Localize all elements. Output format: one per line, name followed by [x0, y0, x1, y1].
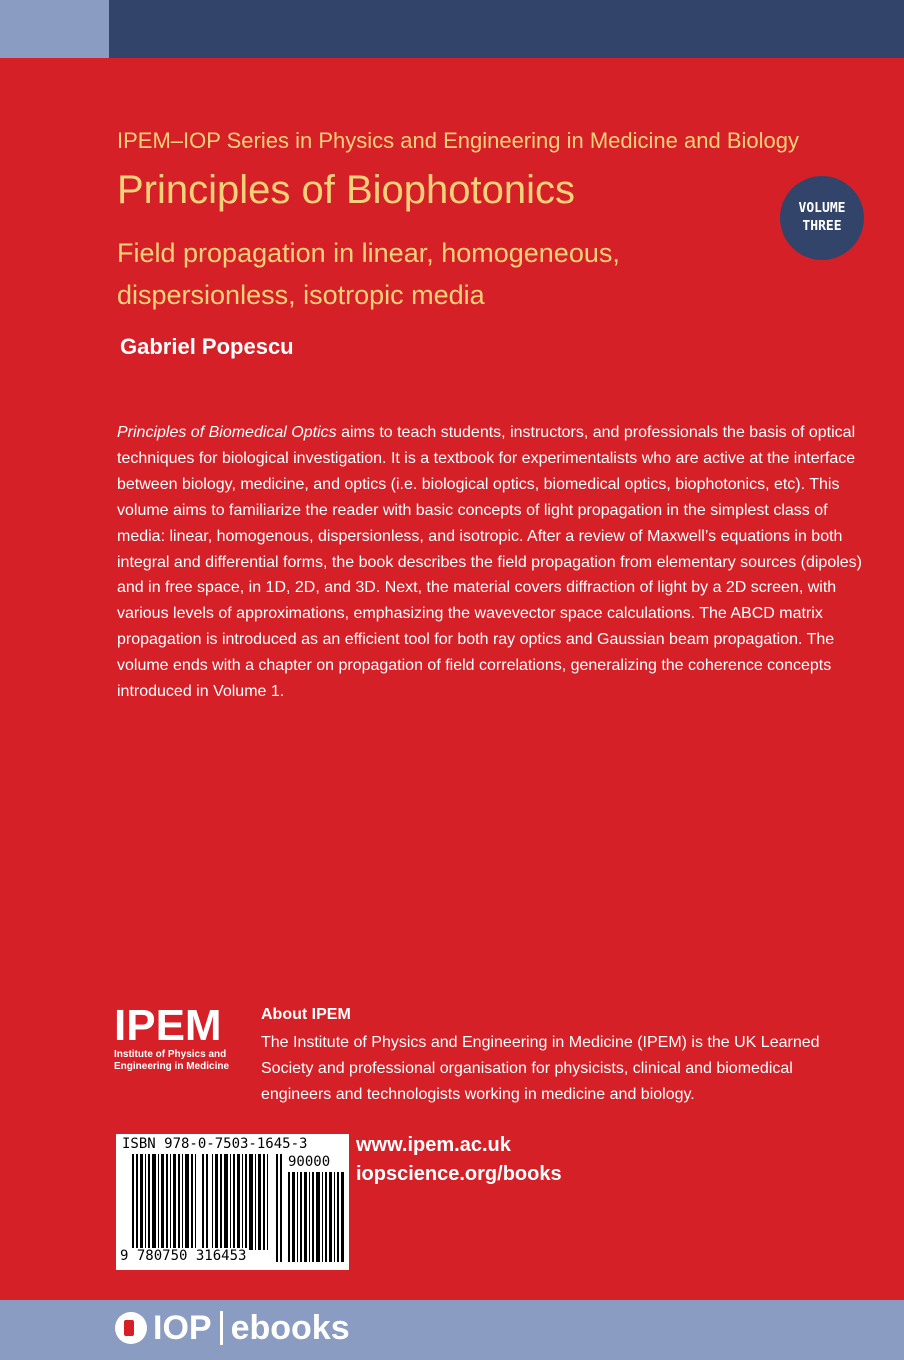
iop-ebooks-logo — [115, 1308, 350, 1348]
barcode-bars-icon — [132, 1154, 282, 1262]
book-subtitle: Field propagation in linear, homogeneous, dispersionless, isotropic media — [117, 238, 620, 310]
about-heading: About IPEM — [261, 1006, 351, 1023]
isbn-text: ISBN 978-0-7503-1645-3 — [122, 1136, 308, 1152]
isbn-barcode — [116, 1134, 349, 1270]
volume-label: VOLUME — [798, 201, 846, 216]
series-title: IPEM–IOP Series in Physics and Engineering in Medicine and Biology — [117, 128, 799, 153]
addon-barcode-icon — [288, 1172, 344, 1262]
price-code: 90000 — [288, 1154, 331, 1170]
book-description — [117, 420, 862, 705]
ipem-logo — [114, 1001, 244, 1074]
ipem-logo-wordmark: IPEM — [114, 1001, 222, 1050]
iop-wordmark: IOP — [153, 1308, 212, 1347]
about-body: The Institute of Physics and Engineering in Medicine (IPEM) is the UK Learned Society and professional organisation for physicists, clinical and biomedical engineers and technologists working in medicine and biology. — [261, 1034, 820, 1103]
description-italic-lead: Principles of Biomedical Optics — [117, 424, 337, 441]
iop-books-link[interactable]: iopscience.org/books — [356, 1163, 562, 1185]
ipem-logo-line2: Engineering in Medicine — [114, 1061, 230, 1072]
ipem-website-link[interactable]: www.ipem.ac.uk — [356, 1134, 511, 1156]
description-body: aims to teach students, instructors, and professionals the basis of optical techniques for biological investigation. It is a textbook for experimentalists who are active at the interface between biology, medicine, and optics (i.e. biological optics, biomedical optics, biophotonics, etc). This volume aims to familiarize the reader with basic concepts of light propagation in the simplest class of media: linear, homogenous, dispersionless, and isotropic. After a review of Maxwell’s equations in both integral and differential forms, the book describes the field propagation from elementary sources (dipoles) and in free space, in 1D, 2D, and 3D. Next, the material covers diffraction of light by a 2D screen, with various levels of approximations, emphasizing the wavevector space calculations. The ABCD matrix propagation is introduced as an efficient tool for both ray optics and Gaussian beam propagation. The volume ends with a chapter on propagation of field correlations, generalizing the coherence concepts introduced in Volume 1. — [117, 424, 862, 701]
top-right-band — [109, 0, 904, 58]
volume-badge — [780, 176, 864, 260]
barcode-digits: 9 780750 316453 — [120, 1248, 247, 1264]
author-name: Gabriel Popescu — [120, 334, 294, 359]
volume-number: THREE — [802, 219, 842, 234]
iop-circle-icon — [115, 1312, 147, 1344]
logo-divider — [220, 1311, 223, 1345]
book-title: Principles of Biophotonics — [117, 168, 576, 212]
ipem-logo-line1: Institute of Physics and — [114, 1049, 227, 1060]
ebooks-wordmark: ebooks — [230, 1308, 350, 1347]
top-left-band — [0, 0, 109, 58]
